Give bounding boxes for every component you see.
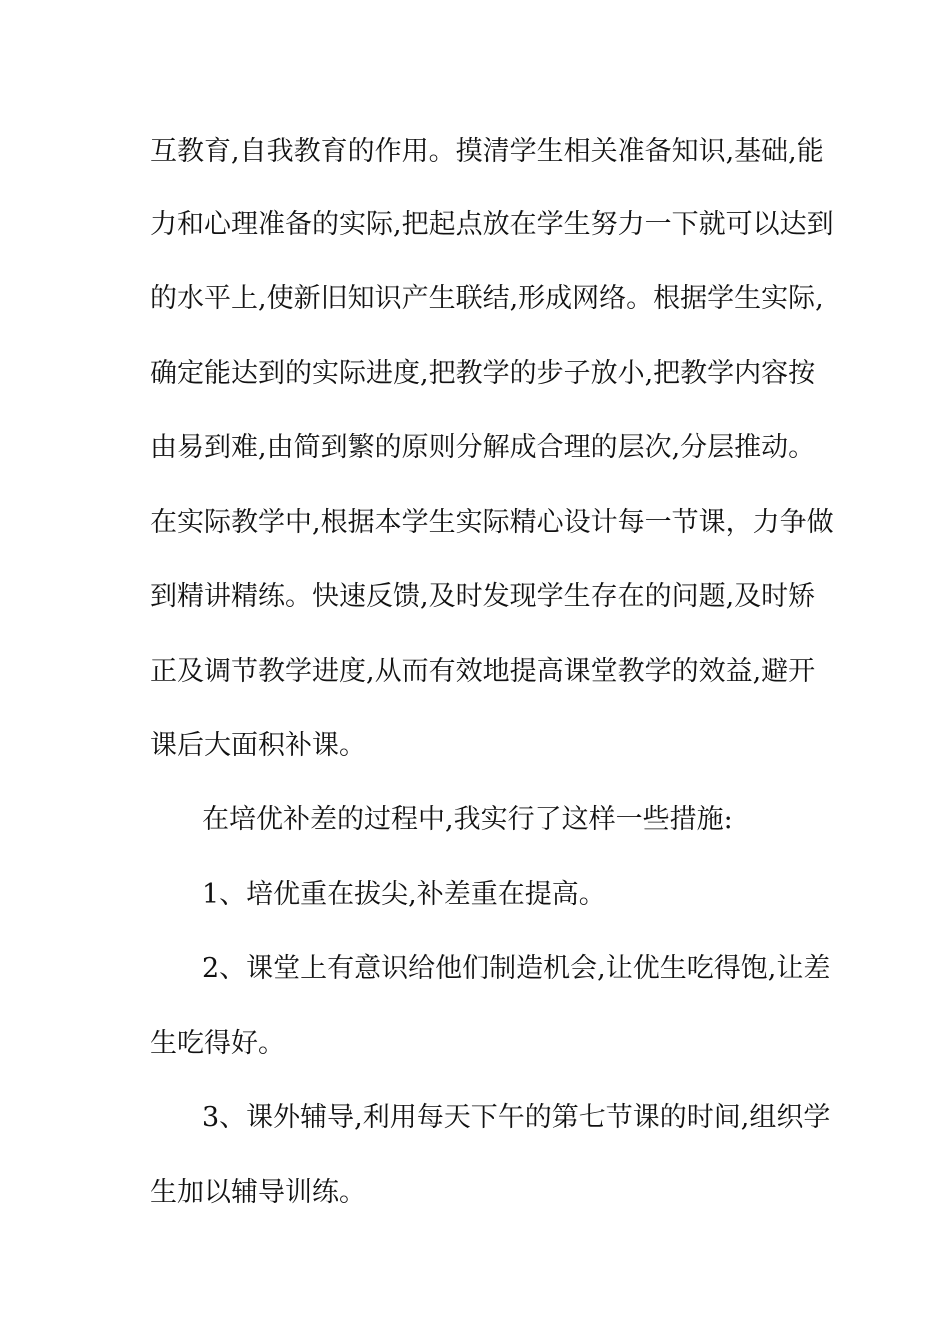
text-line-6: 在实际教学中,根据本学生实际精心设计每一节课，力争做	[150, 507, 834, 538]
measure-2-continued: 生吃得好。	[150, 1028, 285, 1059]
text-line-8: 正及调节教学进度,从而有效地提高课堂教学的效益,避开	[150, 656, 816, 687]
measure-2: 2、课堂上有意识给他们制造机会,让优生吃得饱,让差	[202, 953, 831, 984]
measure-1: 1、培优重在拔尖,补差重在提高。	[202, 879, 606, 910]
text-line-3: 的水平上,使新旧知识产生联结,形成网络。根据学生实际,	[150, 283, 824, 314]
measure-3-continued: 生加以辅导训练。	[150, 1177, 366, 1208]
measure-3: 3、课外辅导,利用每天下午的第七节课的时间,组织学	[202, 1102, 831, 1133]
text-line-7: 到精讲精练。快速反馈,及时发现学生存在的问题,及时矫	[150, 581, 816, 612]
text-line-2: 力和心理准备的实际,把起点放在学生努力一下就可以达到	[150, 209, 834, 240]
text-line-9: 课后大面积补课。	[150, 730, 366, 761]
text-line-4: 确定能达到的实际进度,把教学的步子放小,把教学内容按	[150, 358, 816, 389]
paragraph-intro: 在培优补差的过程中,我实行了这样一些措施:	[202, 804, 733, 835]
text-line-1: 互教育,自我教育的作用。摸清学生相关准备知识,基础,能	[150, 136, 824, 167]
text-line-5: 由易到难,由简到繁的原则分解成合理的层次,分层推动。	[150, 432, 816, 463]
